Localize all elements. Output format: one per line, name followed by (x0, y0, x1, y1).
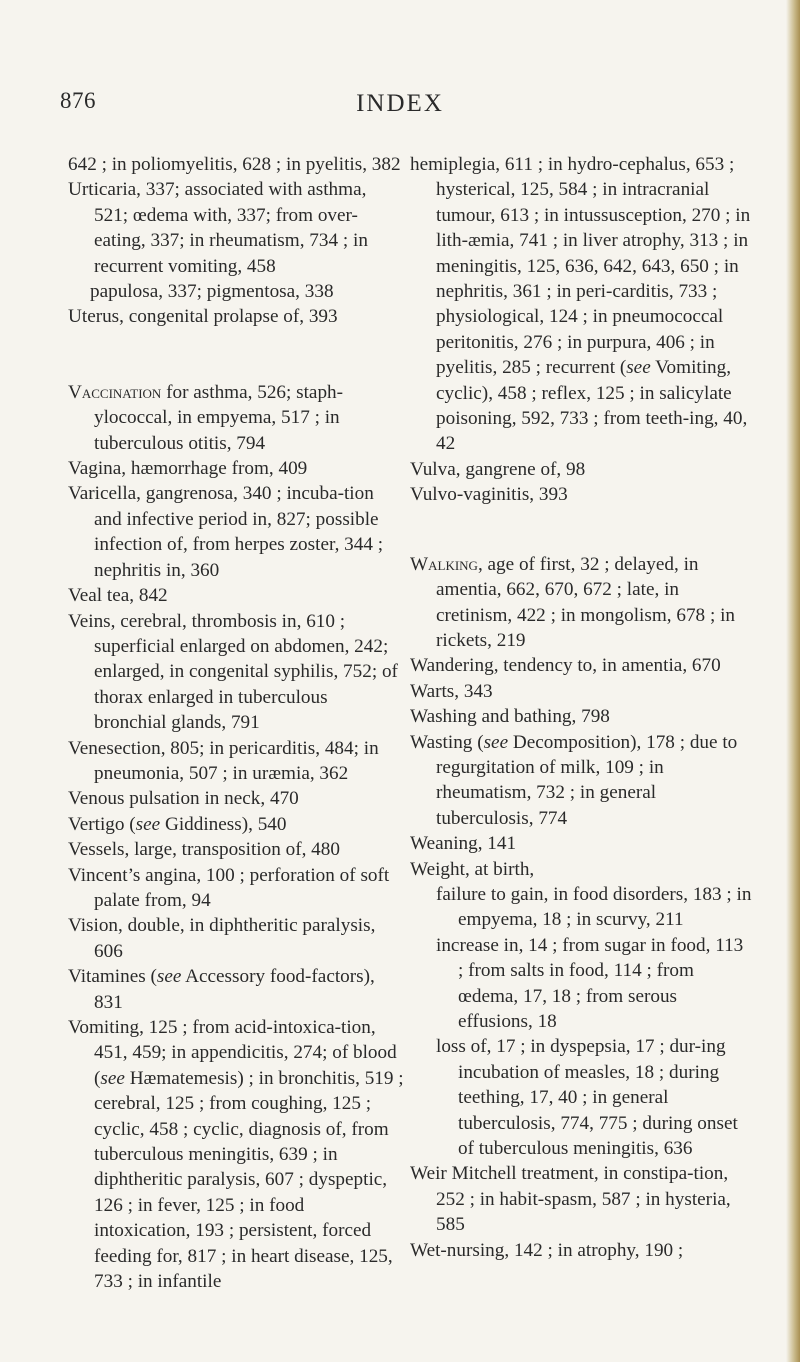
section-head-v: Vaccination (68, 381, 162, 403)
index-subentry-urticaria: papulosa, 337; pigmentosa, 338 (90, 281, 334, 303)
index-entry-veal: Veal tea, 842 (68, 585, 168, 607)
page-edge (786, 0, 800, 1362)
index-entry-vincent: Vincent’s angina, 100 ; perforation of soft palate from, 94 (68, 864, 390, 911)
index-subentry-weight-increase: increase in, 14 ; from sugar in food, 113 ; from salts in food, 114 ; from œdema, 17, 18 ; from serous effusions, 18 (436, 934, 744, 1032)
entry-text: for asthma, 526; staph-ylococcal, in empyema, 517 ; in tuberculous otitis, 794 (94, 381, 344, 454)
index-entry-wet-nursing: Wet-nursing, 142 ; in atrophy, 190 ; (410, 1239, 684, 1261)
index-entry-continuation: 642 ; in poliomyelitis, 628 ; in pyelitis, 382 (68, 154, 401, 175)
index-entry-uterus: Uterus, congenital prolapse of, 393 (68, 306, 338, 328)
index-subentry-weight-failure: failure to gain, in food disorders, 183 ; in empyema, 18 ; in scurvy, 211 (436, 883, 752, 931)
index-entry-venous: Venous pulsation in neck, 470 (68, 788, 299, 810)
see-ref: see (483, 731, 509, 753)
entry-text: Giddiness), 540 (160, 813, 287, 835)
index-entry-vulvo-vaginitis: Vulvo-vaginitis, 393 (410, 484, 568, 506)
letter-gap (68, 330, 404, 380)
entry-text: Decomposition), 178 ; due to regurgitation of milk, 109 ; in rheumatism, 732 ; in general tuberculosis, 774 (436, 731, 738, 829)
entry-text: Vomiting, cyclic), 458 ; reflex, 125 ; in salicylate poisoning, 592, 733 ; from teeth-ing, 40, 42 (436, 357, 748, 455)
letter-gap (410, 508, 752, 552)
index-entry-continuation (410, 152, 752, 457)
index-entry-vagina: Vagina, hæmorrhage from, 409 (68, 458, 308, 480)
entry-text: Hæmatemesis) ; in bronchitis, 519 ; cerebral, 125 ; from coughing, 125 ; cyclic, 458 ; cyclic, diagnosis of, from tuberculous meningitis, 639 ; in diphtheritic paralysis, 607 ; dyspeptic, 126 ; in fever, 125 ; in food intoxication, 193 ; persistent, forced feeding for, 817 ; in heart disease, 125, 733 ; in infantile (94, 1067, 404, 1293)
see-ref: see (156, 966, 182, 988)
left-column (68, 152, 404, 1294)
index-entry-washing: Washing and bathing, 798 (410, 706, 610, 728)
index-entry-weaning: Weaning, 141 (410, 833, 517, 855)
index-entry-veins: Veins, cerebral, thrombosis in, 610 ; superficial enlarged on abdomen, 242; enlarged, in congenital syphilis, 752; of thorax enlarged in tuberculous bronchial glands, 791 (68, 610, 398, 734)
entry-text: Vertigo ( (68, 813, 136, 835)
index-entry-vertigo (68, 812, 404, 837)
index-entry-venesection: Venesection, 805; in pericarditis, 484; in pneumonia, 507 ; in uræmia, 362 (68, 737, 379, 784)
index-entry-vitamines (68, 964, 404, 1015)
right-column (410, 152, 752, 1263)
index-entry-varicella: Varicella, gangrenosa, 340 ; incuba-tion and infective period in, 827; possible infection of, from herpes zoster, 344 ; nephritis in, 360 (68, 483, 384, 581)
see-ref: see (626, 357, 651, 379)
index-entry-walking (410, 552, 752, 654)
index-entry-vaccination (68, 380, 404, 456)
entry-text: hemiplegia, 611 ; in hydro-cephalus, 653 ; hysterical, 125, 584 ; in intracranial tumour, 613 ; in intussusception, 270 ; in lith-æmia, 741 ; in liver atrophy, 313 ; in meningitis, 125, 636, 642, 643, 650 ; in nephritis, 361 ; in peri-carditis, 733 ; physiological, 124 ; in pneumococcal peritonitis, 276 ; in purpura, 406 ; in pyelitis, 285 ; recurrent ( (410, 154, 751, 379)
index-entry-vulva: Vulva, gangrene of, 98 (410, 458, 586, 480)
page-number: 876 (60, 88, 96, 113)
index-entry-vomiting (68, 1015, 404, 1294)
index-entry-vessels: Vessels, large, transposition of, 480 (68, 839, 340, 861)
entry-text: Wasting ( (410, 731, 484, 753)
index-entry-wandering: Wandering, tendency to, in amentia, 670 (410, 655, 721, 677)
index-entry-warts: Warts, 343 (410, 680, 493, 702)
see-ref: see (100, 1067, 125, 1089)
index-entry-urticaria: Urticaria, 337; associated with asthma, 521; œdema with, 337; from over-eating, 337; in rheumatism, 734 ; in recurrent vomiting, 458 (68, 179, 368, 277)
entry-text: Accessory food-factors), 831 (94, 966, 375, 1013)
page-title: INDEX (356, 90, 444, 117)
see-ref: see (135, 813, 161, 835)
index-subentry-weight-loss: loss of, 17 ; in dyspepsia, 17 ; dur-ing incubation of measles, 18 ; during teething, 17, 40 ; in general tuberculosis, 774, 775 ; during onset of tuberculous meningitis, 636 (436, 1036, 738, 1160)
index-entry-weir-mitchell: Weir Mitchell treatment, in constipa-tion, 252 ; in habit-spasm, 587 ; in hysteria, 585 (410, 1163, 731, 1236)
index-entry-vision: Vision, double, in diphtheritic paralysis, 606 (68, 915, 376, 962)
index-entry-weight: Weight, at birth, (410, 858, 535, 880)
section-head-w: Walking (410, 553, 478, 575)
index-entry-wasting (410, 730, 752, 832)
entry-text: Vomiting, 125 ; from acid-intoxica-tion, 451, 459; in appendicitis, 274; of blood ( (68, 1017, 397, 1089)
entry-text: , age of first, 32 ; delayed, in amentia, 662, 670, 672 ; late, in cretinism, 422 ; in mongolism, 678 ; in rickets, 219 (436, 553, 735, 651)
entry-text: Vitamines ( (68, 966, 157, 988)
